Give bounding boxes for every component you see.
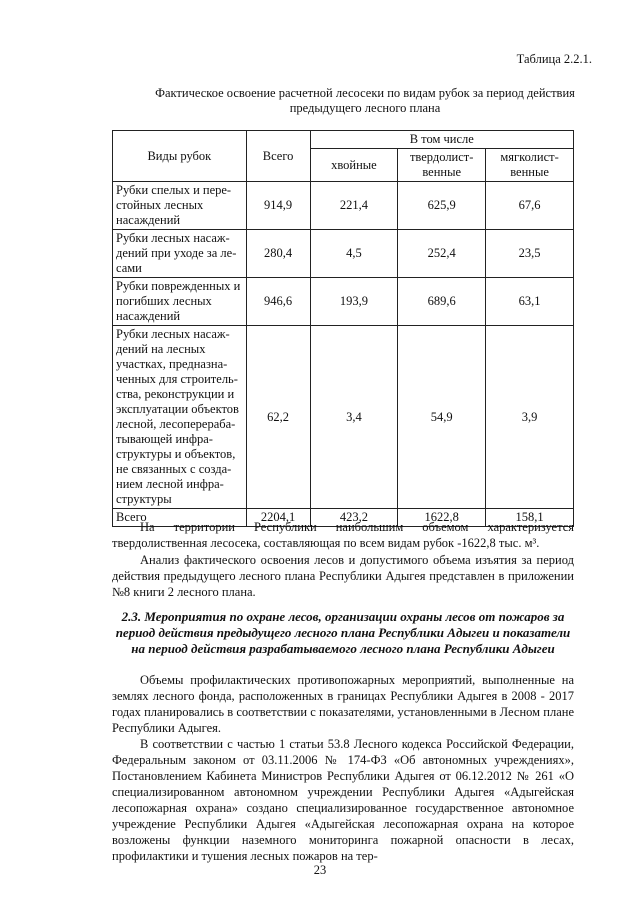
row-softwood: 23,5 [486, 230, 574, 278]
table-row [113, 278, 574, 326]
table-row [113, 230, 574, 278]
row-name: Рубки лесных насаж-дений на лесных участках, предназна-ченных для строитель-ства, реконструкции и эксплуатации объектов лесной, лесоперераба-тывающей инфра-структуры и объектов, не связанных с созда-нием лесной инфра-структуры [113, 326, 247, 509]
paragraph-fire-measures: Объемы профилактических противопожарных мероприятий, выполненные на землях лесного фонда, расположенных в границах Республики Адыгея в 2008 - 2017 годах планировались в соответствии с показателями, установленными в Лесном плане Республики Адыгея. [112, 673, 574, 735]
paragraph-legal-basis: В соответствии с частью 1 статьи 53.8 Лесного кодекса Российской Федерации, Федеральным законом от 03.11.2006 № 174-ФЗ «Об автономных учреждениях», Постановлением Кабинета Министров Республики Адыгея от 06.12.2012 № 261 «О специализированном автономном учреждении Республики Адыгея «Адыгейская лесопожарная охрана» создано специализированное государственное автономное учреждение Республики Адыгея «Адыгейская лесопожарная охрана на которое возложены функции наземного мониторинга пожарной опасности в лесах, профилактики и тушения лесных пожаров на тер- [112, 737, 574, 863]
row-total: 914,9 [246, 182, 310, 230]
row-hardwood: 1622,8 [398, 509, 486, 527]
row-softwood: 158,1 [486, 509, 574, 527]
row-name: Рубки спелых и пере-стойных лесных насаждений [113, 182, 247, 230]
table-row [113, 182, 574, 230]
row-softwood: 63,1 [486, 278, 574, 326]
row-conifer: 221,4 [310, 182, 398, 230]
row-name: Всего [113, 509, 247, 527]
row-total: 946,6 [246, 278, 310, 326]
row-hardwood: 625,9 [398, 182, 486, 230]
row-softwood: 67,6 [486, 182, 574, 230]
row-name: Рубки поврежденных и погибших лесных насаждений [113, 278, 247, 326]
row-name: Рубки лесных насаж-дений при уходе за ле-сами [113, 230, 247, 278]
header-conifer: хвойные [310, 149, 398, 182]
row-conifer: 4,5 [310, 230, 398, 278]
page-number: 23 [313, 863, 327, 877]
paragraph-hardwood-summary: На территории Республики наибольшим объемом характеризуется твердолиственная лесосека, составляющая по всем видам рубок -1622,8 тыс. м³. [112, 520, 574, 550]
row-total: 280,4 [246, 230, 310, 278]
row-softwood: 3,9 [486, 326, 574, 509]
table-row [113, 326, 574, 509]
table-caption: Фактическое освоение расчетной лесосеки по видам рубок за период действия предыдущего лесного плана [155, 86, 575, 115]
header-hardwood: твердолист-венные [398, 149, 486, 182]
header-softwood: мягколист-венные [486, 149, 574, 182]
row-conifer: 423,2 [310, 509, 398, 527]
harvest-table [112, 130, 574, 527]
row-hardwood: 689,6 [398, 278, 486, 326]
row-total: 2204,1 [246, 509, 310, 527]
paragraph-analysis: Анализ фактического освоения лесов и допустимого объема изъятия за период действия предыдущего лесного плана Республики Адыгея представлен в приложении №8 книги 2 лесного плана. [112, 553, 574, 599]
row-hardwood: 54,9 [398, 326, 486, 509]
row-conifer: 3,4 [310, 326, 398, 509]
table-label: Таблица 2.2.1. [516, 52, 592, 66]
row-hardwood: 252,4 [398, 230, 486, 278]
header-type: Виды рубок [113, 131, 247, 182]
header-total: Всего [246, 131, 310, 182]
header-group: В том числе [310, 131, 573, 149]
row-conifer: 193,9 [310, 278, 398, 326]
section-title: 2.3. Мероприятия по охране лесов, организации охраны лесов от пожаров за период действия предыдущего лесного плана Республики Адыгеи и показатели на период действия разрабатываемого лесного плана Республики Адыгеи [115, 609, 571, 656]
row-total: 62,2 [246, 326, 310, 509]
